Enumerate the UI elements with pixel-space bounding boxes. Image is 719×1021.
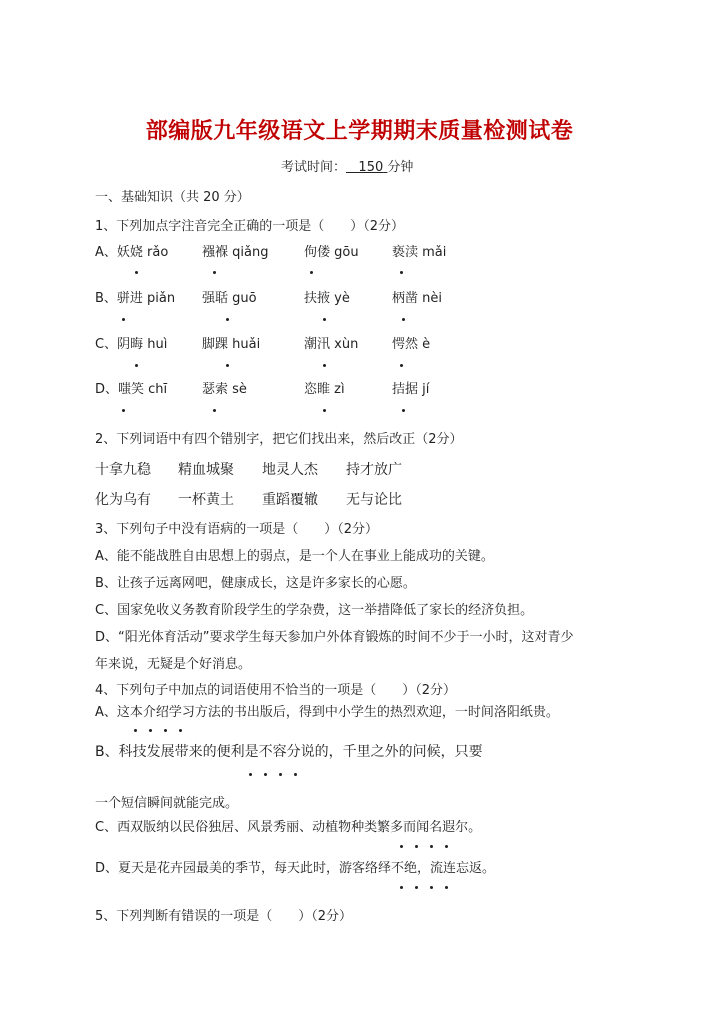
q2-word: 一杯黄土 <box>178 492 234 508</box>
emphasis-dot <box>294 773 297 776</box>
q1-option-d: D、嗤笑 chī <box>95 382 168 397</box>
q1-option-b: B、骈进 piǎn <box>95 291 176 306</box>
q3-option-d: D、“阳光体育活动”要求学生每天参加户外体育锻炼的时间不少于一小时，这对青少 <box>95 630 574 645</box>
emphasis-dot <box>213 409 216 412</box>
q4-option-c: C、西双版纳以民俗独居、风景秀丽、动植物种类繁多而闻名遐尔。 <box>95 820 482 835</box>
exam-time <box>281 160 413 176</box>
emphasis-dot <box>400 845 403 848</box>
q3-option-b: B、让孩子远离网吧，健康成长，这是许多家长的心愿。 <box>95 576 416 591</box>
emphasis-dot <box>445 886 448 889</box>
emphasis-dot <box>323 318 326 321</box>
q1-option-c-2: 脚踝 huǎi <box>202 337 261 352</box>
q2-word: 重蹈覆辙 <box>262 492 318 508</box>
emphasis-dot <box>122 409 125 412</box>
q1-option-b-3: 扶掖 yè <box>304 291 350 306</box>
emphasis-dot <box>415 886 418 889</box>
emphasis-dot <box>445 845 448 848</box>
q2-word: 十拿九稳 <box>95 462 151 478</box>
q1-option-a-4: 亵渎 mǎi <box>392 245 447 260</box>
emphasis-dot <box>400 364 403 367</box>
q4-option-b: B、科技发展带来的便利是不容分说的，千里之外的问候，只要 <box>95 744 483 760</box>
q1-option-b-4: 柄凿 nèi <box>392 291 442 306</box>
q1-option-a: A、妖娆 rǎo <box>95 245 169 260</box>
emphasis-dot <box>226 364 229 367</box>
emphasis-dot <box>279 773 282 776</box>
emphasis-dot <box>323 364 326 367</box>
emphasis-dot <box>213 271 216 274</box>
q2-word: 化为乌有 <box>95 492 151 508</box>
q1-option-d-2: 瑟索 sè <box>202 382 247 397</box>
section-heading: 一、基础知识（共 20 分） <box>95 190 250 205</box>
exam-time-label: 考试时间： <box>281 160 347 175</box>
q2-stem: 2、下列词语中有四个错别字，把它们找出来，然后改正（2分） <box>95 432 463 447</box>
emphasis-dot <box>415 845 418 848</box>
q4-option-d: D、夏天是花卉园最美的季节，每天此时，游客络绎不绝，流连忘返。 <box>95 861 496 876</box>
q1-option-b-2: 强聒 guō <box>202 291 257 306</box>
q5-stem: 5、下列判断有错误的一项是（ ）（2分） <box>95 909 353 924</box>
q2-word: 无与论比 <box>346 492 402 508</box>
q3-option-d-cont: 年来说，无疑是个好消息。 <box>95 657 252 672</box>
page-title: 部编版九年级语文上学期期末质量检测试卷 <box>145 118 574 144</box>
emphasis-dot <box>135 364 138 367</box>
q4-stem: 4、下列句子中加点的词语使用不恰当的一项是（ ）（2分） <box>95 683 457 698</box>
q3-option-a: A、能不能战胜自由思想上的弱点，是一个人在事业上能成功的关键。 <box>95 549 494 564</box>
emphasis-dot <box>164 729 167 732</box>
q1-option-a-2: 襁褓 qiǎng <box>202 245 269 260</box>
emphasis-dot <box>264 773 267 776</box>
emphasis-dot <box>430 886 433 889</box>
exam-time-value: 150 <box>358 160 384 175</box>
q1-option-c-3: 潮汛 xùn <box>304 337 359 352</box>
q1-option-d-3: 恣睢 zì <box>304 382 345 397</box>
q1-option-c-4: 愕然 è <box>392 337 431 352</box>
emphasis-dot <box>400 271 403 274</box>
emphasis-dot <box>402 409 405 412</box>
emphasis-dot <box>226 318 229 321</box>
q4-option-b-cont: 一个短信瞬间就能完成。 <box>95 796 239 811</box>
emphasis-dot <box>402 318 405 321</box>
emphasis-dot <box>122 318 125 321</box>
emphasis-dot <box>310 271 313 274</box>
emphasis-dot <box>135 271 138 274</box>
q1-option-a-3: 佝偻 gōu <box>304 245 359 260</box>
q2-word: 地灵人杰 <box>262 462 318 478</box>
emphasis-dot <box>134 729 137 732</box>
emphasis-dot <box>430 845 433 848</box>
q1-stem: 1、下列加点字注音完全正确的一项是（ ）（2分） <box>95 219 405 234</box>
q2-word: 精血城聚 <box>178 462 234 478</box>
q1-option-c: C、阴晦 huì <box>95 337 168 352</box>
emphasis-dot <box>249 773 252 776</box>
emphasis-dot <box>179 729 182 732</box>
q1-option-d-4: 拮据 jí <box>392 382 430 397</box>
emphasis-dot <box>149 729 152 732</box>
q2-word: 持才放广 <box>346 462 402 478</box>
exam-time-unit: 分钟 <box>387 160 414 175</box>
q3-stem: 3、下列句子中没有语病的一项是（ ）（2分） <box>95 522 379 537</box>
emphasis-dot <box>400 886 403 889</box>
q4-option-a: A、这本介绍学习方法的书出版后，得到中小学生的热烈欢迎，一时间洛阳纸贵。 <box>95 705 559 720</box>
q3-option-c: C、国家免收义务教育阶段学生的学杂费，这一举措降低了家长的经济负担。 <box>95 603 534 618</box>
emphasis-dot <box>323 409 326 412</box>
